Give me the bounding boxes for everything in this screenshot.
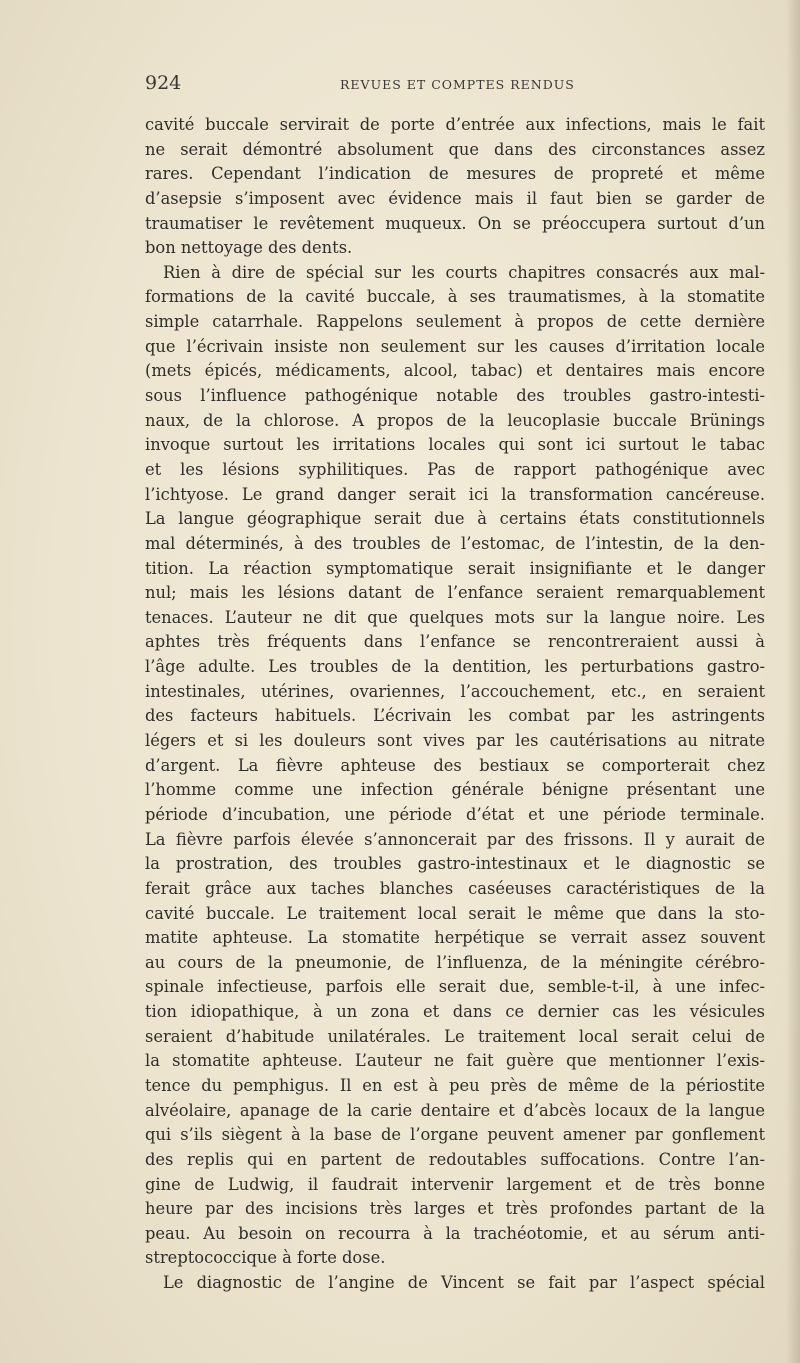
body-text	[145, 113, 765, 1296]
text-line: sous l’influence pathogénique notable des troubles gastro-intesti-	[145, 386, 765, 406]
text-line: la stomatite aphteuse. L’auteur ne fait guère que mentionner l’exis-	[145, 1051, 765, 1071]
text-line: cavité buccale. Le traitement local serait le même que dans la sto-	[145, 903, 765, 923]
text-line: alvéolaire, apanage de la carie dentaire et d’abcès locaux de la langue	[145, 1100, 765, 1120]
text-line: aphtes très fréquents dans l’enfance se rencontreraient aussi à	[145, 632, 765, 652]
text-line: la prostration, des troubles gastro-intestinaux et le diagnostic se	[145, 854, 765, 874]
text-line: l’âge adulte. Les troubles de la dentition, les perturbations gastro-	[145, 657, 765, 677]
text-line: des facteurs habituels. L’écrivain les combat par les astringents	[145, 706, 765, 726]
page-number: 924	[145, 72, 182, 94]
page-header	[145, 72, 765, 98]
text-line: intestinales, utérines, ovariennes, l’accouchement, etc., en seraient	[145, 681, 765, 701]
text-line: cavité buccale servirait de porte d’entrée aux infections, mais le fait	[145, 115, 765, 134]
text-line: qui s’ils siègent à la base de l’organe peuvent amener par gonflement	[145, 1125, 765, 1145]
text-line: gine de Ludwig, il faudrait intervenir largement et de très bonne	[145, 1174, 765, 1194]
text-line: période d’incubation, une période d’état et une période terminale.	[145, 804, 765, 824]
text-line: naux, de la chlorose. A propos de la leucoplasie buccale Brünings	[145, 410, 765, 430]
text-line: matite aphteuse. La stomatite herpétique se verrait assez souvent	[145, 928, 765, 948]
text-line: tenaces. L’auteur ne dit que quelques mots sur la langue noire. Les	[145, 607, 765, 627]
text-line: (mets épicés, médicaments, alcool, tabac) et dentaires mais encore	[145, 361, 765, 381]
text-line: traumatiser le revêtement muqueux. On se préoccupera surtout d’un	[145, 213, 765, 233]
text-line: peau. Au besoin on recourra à la trachéotomie, et au sérum anti-	[145, 1223, 765, 1243]
text-line: rares. Cependant l’indication de mesures de propreté et même	[145, 164, 765, 184]
text-line: tion idiopathique, à un zona et dans ce dernier cas les vésicules	[145, 1002, 765, 1022]
text-line: Le diagnostic de l’angine de Vincent se fait par l’aspect spécial	[163, 1273, 765, 1293]
text-line: au cours de la pneumonie, de l’influenza, de la méningite cérébro-	[145, 952, 765, 972]
page-edge-shadow	[786, 0, 800, 1363]
text-line: streptococcique à forte dose.	[145, 1248, 386, 1268]
text-line: La fièvre parfois élevée s’annoncerait par des frissons. Il y aurait de	[145, 829, 765, 849]
text-line: d’asepsie s’imposent avec évidence mais il faut bien se garder de	[145, 188, 765, 208]
text-line: seraient d’habitude unilatérales. Le traitement local serait celui de	[145, 1026, 765, 1046]
text-line: l’ichtyose. Le grand danger serait ici la transformation cancéreuse.	[145, 484, 765, 504]
running-head: REVUES ET COMPTES RENDUS	[340, 77, 575, 92]
text-line: mal déterminés, à des troubles de l’estomac, de l’intestin, de la den-	[145, 533, 765, 553]
text-line: ferait grâce aux taches blanches caséeuses caractéristiques de la	[145, 878, 765, 898]
text-line: et les lésions syphilitiques. Pas de rapport pathogénique avec	[145, 459, 765, 479]
text-line: des replis qui en partent de redoutables suffocations. Contre l’an-	[145, 1149, 765, 1169]
text-line: tence du pemphigus. Il en est à peu près de même de la périostite	[145, 1075, 765, 1095]
text-line: invoque surtout les irritations locales qui sont ici surtout le tabac	[145, 435, 765, 455]
text-line: nul; mais les lésions datant de l’enfance seraient remarquablement	[145, 583, 765, 603]
text-line: d’argent. La fièvre aphteuse des bestiaux se comporterait chez	[145, 755, 765, 775]
text-line: formations de la cavité buccale, à ses traumatismes, à la stomatite	[145, 287, 765, 307]
text-line: légers et si les douleurs sont vives par les cautérisations au nitrate	[145, 731, 765, 751]
text-line: La langue géographique serait due à certains états constitutionnels	[145, 509, 765, 529]
text-line: bon nettoyage des dents.	[145, 238, 353, 258]
text-line: tition. La réaction symptomatique serait insignifiante et le danger	[145, 558, 765, 578]
text-line: que l’écrivain insiste non seulement sur les causes d’irritation locale	[145, 336, 765, 356]
text-line: Rien à dire de spécial sur les courts chapitres consacrés aux mal-	[163, 262, 765, 282]
text-line: l’homme comme une infection générale bénigne présentant une	[145, 780, 765, 800]
text-line: spinale infectieuse, parfois elle serait due, semble-t-il, à une infec-	[145, 977, 765, 997]
text-line: ne serait démontré absolument que dans des circonstances assez	[145, 139, 765, 159]
text-line: simple catarrhale. Rappelons seulement à propos de cette dernière	[145, 312, 765, 332]
text-line: heure par des incisions très larges et très profondes partant de la	[145, 1199, 765, 1219]
